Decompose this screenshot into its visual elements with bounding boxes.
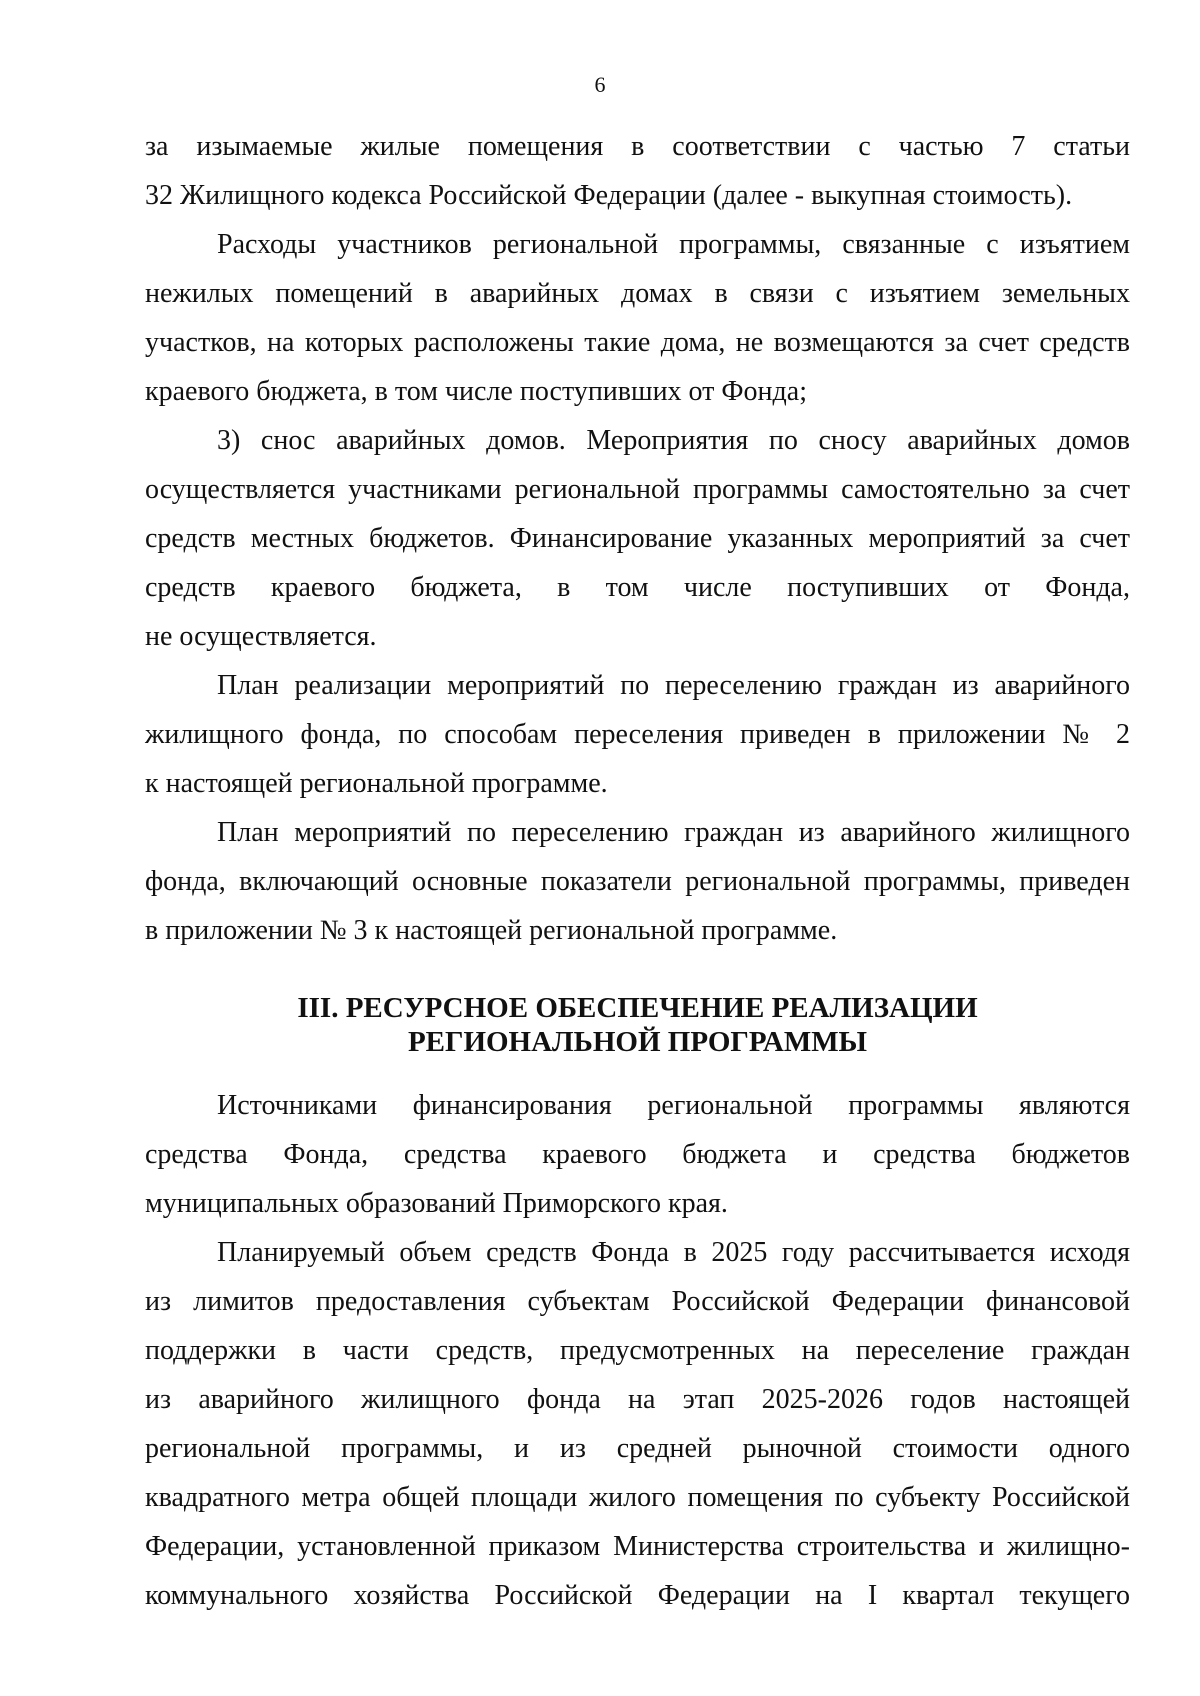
document-body — [145, 122, 1130, 1620]
paragraph-planned-volume — [145, 1228, 1130, 1620]
text-line: Планируемый объем средств Фонда в 2025 году рассчитывается исходя — [217, 1237, 1130, 1268]
paragraph-continuation — [145, 122, 1130, 220]
text-line: средства Фонда, средства краевого бюджета и средства бюджетов — [145, 1139, 1130, 1170]
text-line: 3) снос аварийных домов. Мероприятия по сносу аварийных домов — [217, 425, 1130, 456]
text-line: осуществляется участниками региональной программы самостоятельно за счет — [145, 474, 1130, 505]
paragraph-plan-measures — [145, 808, 1130, 955]
text-line: участков, на которых расположены такие дома, не возмещаются за счет средств — [145, 327, 1130, 358]
text-line: Источниками финансирования региональной программы являются — [217, 1090, 1130, 1121]
section-title — [145, 991, 1130, 1059]
page-number: 6 — [594, 72, 606, 97]
text-line: средств краевого бюджета, в том числе поступивших от Фонда, — [145, 572, 1130, 603]
text-line: за изымаемые жилые помещения в соответствии с частью 7 статьи — [145, 131, 1130, 162]
text-line: в приложении № 3 к настоящей региональной программе. — [145, 915, 838, 946]
text-line: из лимитов предоставления субъектам Российской Федерации финансовой — [145, 1286, 1130, 1317]
text-line: не осуществляется. — [145, 621, 377, 652]
text-line: План мероприятий по переселению граждан из аварийного жилищного — [217, 817, 1130, 848]
section-title-line: РЕГИОНАЛЬНОЙ ПРОГРАММЫ — [407, 1026, 868, 1058]
text-line: поддержки в части средств, предусмотренных на переселение граждан — [145, 1335, 1130, 1366]
text-line: квадратного метра общей площади жилого помещения по субъекту Российской — [145, 1482, 1130, 1513]
text-line: средств местных бюджетов. Финансирование указанных мероприятий за счет — [145, 523, 1130, 554]
text-line: к настоящей региональной программе. — [145, 768, 608, 799]
paragraph-expenses — [145, 220, 1130, 416]
text-line: Расходы участников региональной программы, связанные с изъятием — [217, 229, 1130, 260]
text-line: коммунального хозяйства Российской Федерации на I квартал текущего — [145, 1580, 1130, 1611]
text-line: муниципальных образований Приморского края. — [145, 1188, 728, 1219]
text-line: нежилых помещений в аварийных домах в связи с изъятием земельных — [145, 278, 1130, 309]
paragraph-funding-sources — [145, 1081, 1130, 1228]
text-line: региональной программы, и из средней рыночной стоимости одного — [145, 1433, 1130, 1464]
text-line: 32 Жилищного кодекса Российской Федерации (далее - выкупная стоимость). — [145, 180, 1073, 211]
text-line: жилищного фонда, по способам переселения приведен в приложении № 2 — [145, 719, 1130, 750]
text-line: фонда, включающий основные показатели региональной программы, приведен — [145, 866, 1130, 897]
paragraph-plan-implementation — [145, 661, 1130, 808]
paragraph-demolition — [145, 416, 1130, 661]
text-line: Федерации, установленной приказом Министерства строительства и жилищно- — [145, 1531, 1130, 1562]
text-line: из аварийного жилищного фонда на этап 2025-2026 годов настоящей — [145, 1384, 1130, 1415]
section-title-line: III. РЕСУРСНОЕ ОБЕСПЕЧЕНИЕ РЕАЛИЗАЦИИ — [297, 992, 978, 1024]
text-line: План реализации мероприятий по переселению граждан из аварийного — [217, 670, 1130, 701]
text-line: краевого бюджета, в том числе поступивших от Фонда; — [145, 376, 807, 407]
